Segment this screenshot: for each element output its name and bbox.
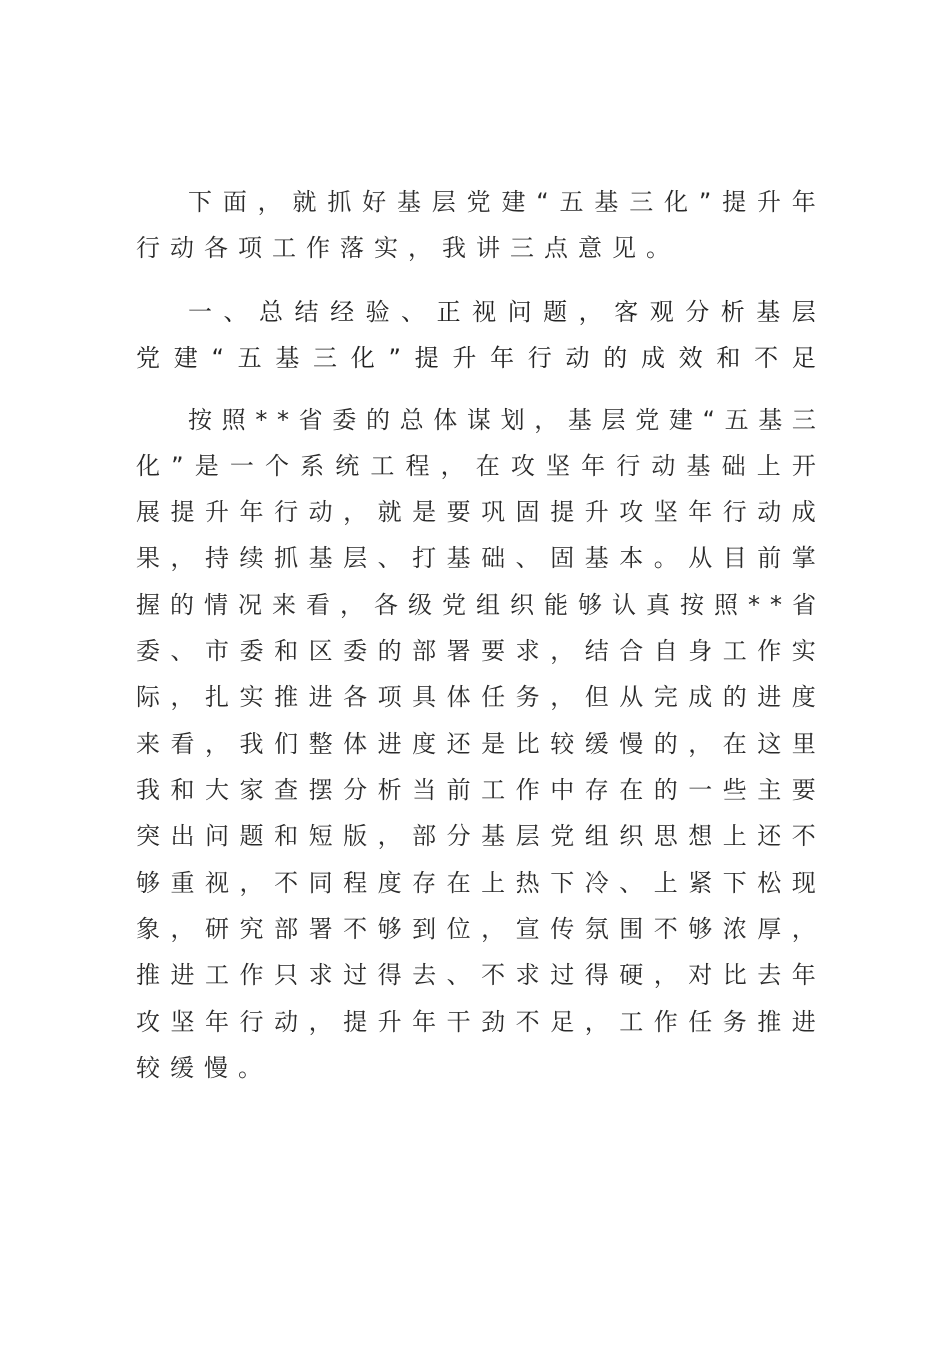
paragraph-2-line-6: 委 、 市 委 和 区 委 的 部 署 要 求 ， 结 合 自 身 工 作 实 (136, 637, 816, 665)
paragraph-2-line-8: 来 看 ， 我 们 整 体 进 度 还 是 比 较 缓 慢 的 ， 在 这 里 (136, 730, 816, 758)
section-heading-line-2: 党 建 “ 五 基 三 化 ” 提 升 年 行 动 的 成 效 和 不 足 (136, 344, 816, 372)
paragraph-2-line-2: 化 ” 是 一 个 系 统 工 程 ， 在 攻 坚 年 行 动 基 础 上 开 (136, 452, 816, 480)
paragraph-2-line-12: 象 ， 研 究 部 署 不 够 到 位 ， 宣 传 氛 围 不 够 浓 厚 ， (136, 915, 816, 943)
paragraph-2-line-5: 握 的 情 况 来 看 ， 各 级 党 组 织 能 够 认 真 按 照 * * 省 (136, 591, 816, 619)
paragraph-2-line-15: 较缓慢。 (136, 1054, 272, 1082)
paragraph-2-line-7: 际 ， 扎 实 推 进 各 项 具 体 任 务 ， 但 从 完 成 的 进 度 (136, 683, 816, 711)
paragraph-1-line-2: 行动各项工作落实，我讲三点意见。 (136, 234, 680, 262)
paragraph-2-line-9: 我 和 大 家 查 摆 分 析 当 前 工 作 中 存 在 的 一 些 主 要 (136, 776, 816, 804)
paragraph-2-line-13: 推 进 工 作 只 求 过 得 去 、 不 求 过 得 硬 ， 对 比 去 年 (136, 961, 816, 989)
paragraph-1-line-1: 下 面 ， 就 抓 好 基 层 党 建 “ 五 基 三 化 ” 提 升 年 (188, 188, 816, 216)
paragraph-2-line-4: 果 ， 持 续 抓 基 层 、 打 基 础 、 固 基 本 。 从 目 前 掌 (136, 544, 816, 572)
paragraph-2-line-3: 展 提 升 年 行 动 ， 就 是 要 巩 固 提 升 攻 坚 年 行 动 成 (136, 498, 816, 526)
paragraph-2-line-10: 突 出 问 题 和 短 版 ， 部 分 基 层 党 组 织 思 想 上 还 不 (136, 822, 816, 850)
section-heading-line-1: 一 、 总 结 经 验 、 正 视 问 题 ， 客 观 分 析 基 层 (188, 298, 816, 326)
paragraph-2-line-14: 攻 坚 年 行 动 ， 提 升 年 干 劲 不 足 ， 工 作 任 务 推 进 (136, 1008, 816, 1036)
paragraph-2-line-11: 够 重 视 ， 不 同 程 度 存 在 上 热 下 冷 、 上 紧 下 松 现 (136, 869, 816, 897)
paragraph-2-line-1: 按 照 * * 省 委 的 总 体 谋 划 ， 基 层 党 建 “ 五 基 三 (188, 406, 816, 434)
